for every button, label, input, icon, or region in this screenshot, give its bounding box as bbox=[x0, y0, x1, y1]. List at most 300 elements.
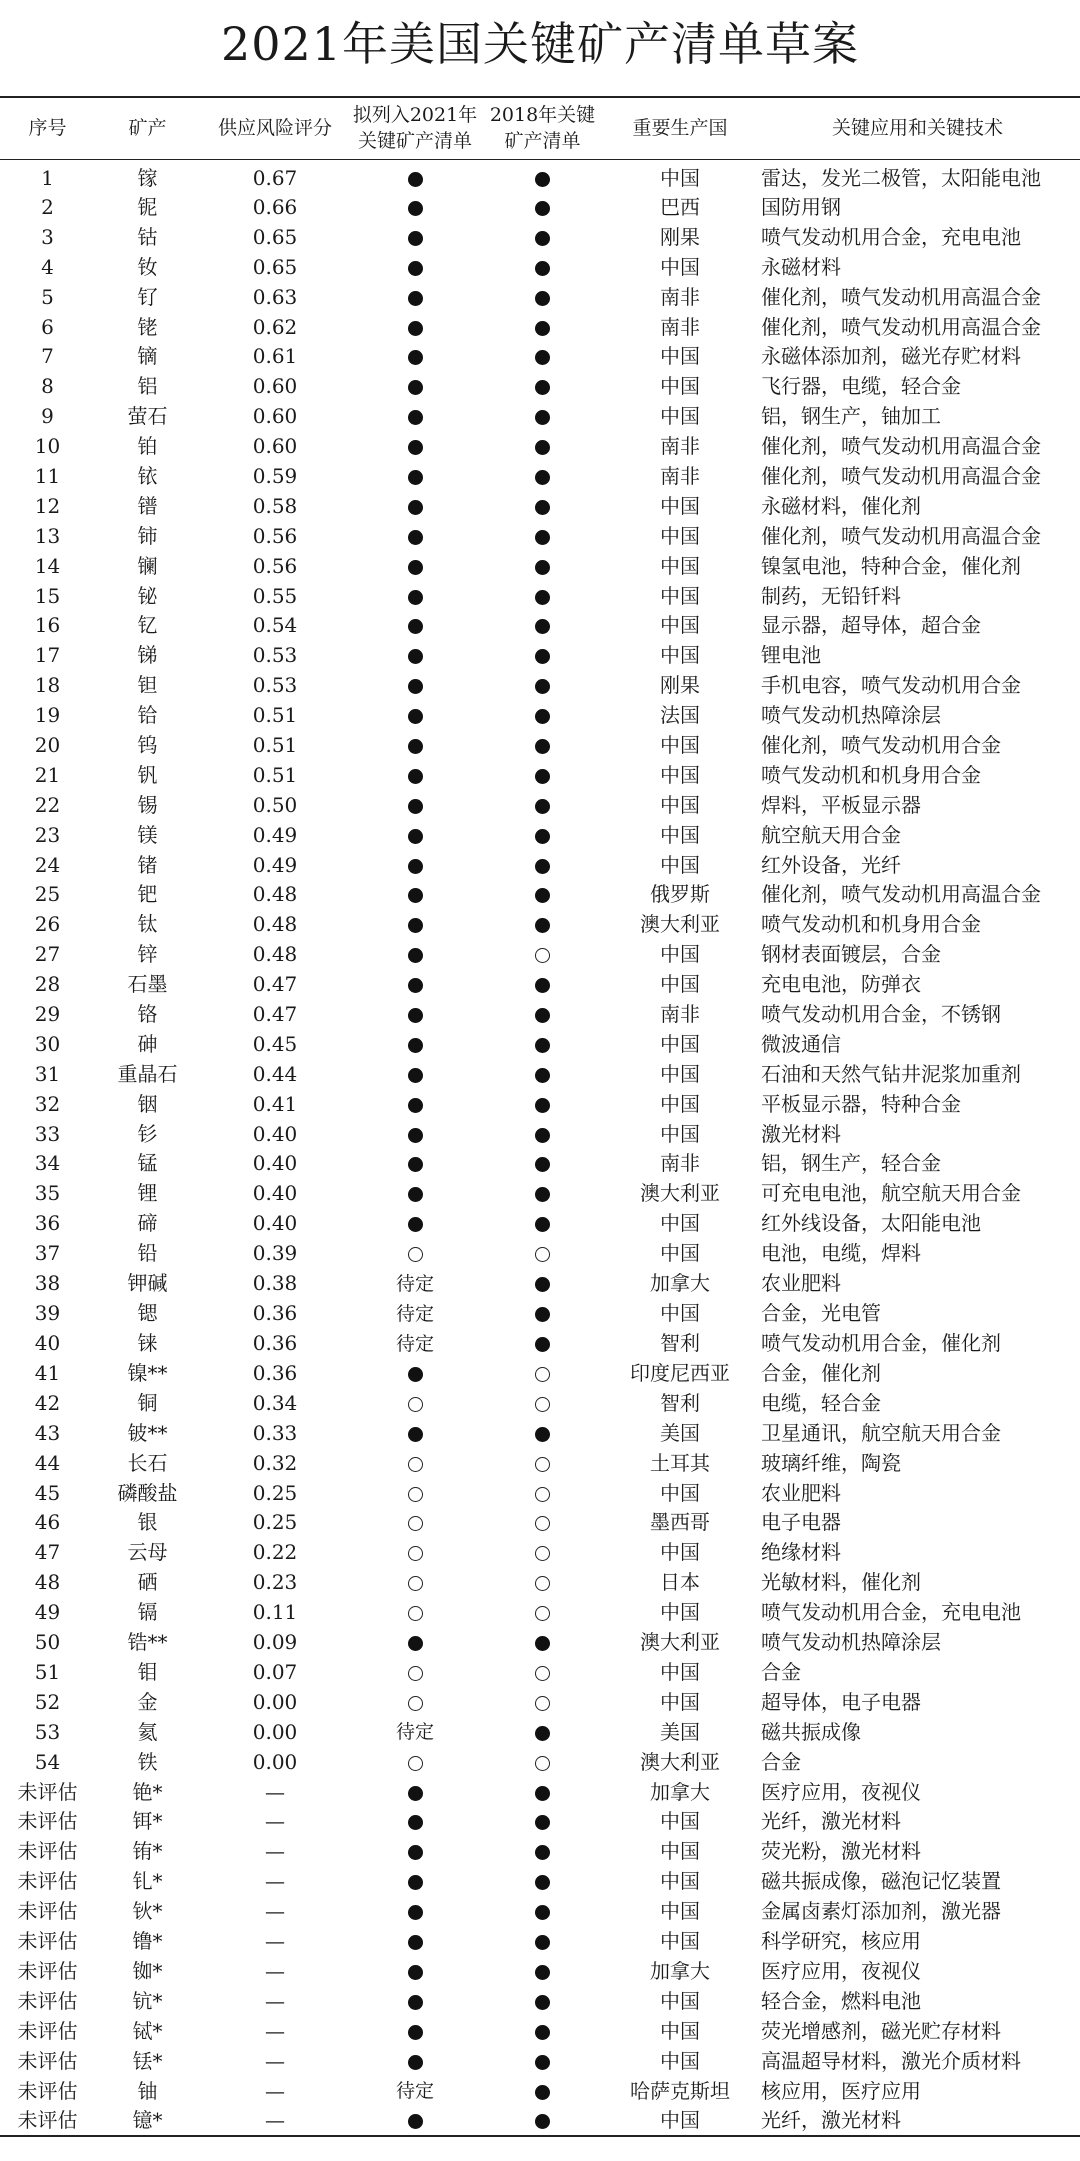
cell-list-2021 bbox=[350, 551, 480, 581]
cell-risk-score: — bbox=[265, 1809, 285, 1834]
cell-producer: 中国 bbox=[660, 523, 700, 548]
cell-application: 催化剂，喷气发动机用高温合金 bbox=[761, 882, 1041, 907]
cell-list-2021 bbox=[350, 1747, 480, 1777]
cell-risk-score: — bbox=[265, 1988, 285, 2013]
hollow-circle-icon bbox=[535, 1666, 550, 1681]
filled-circle-icon bbox=[535, 172, 550, 187]
cell-list-2018 bbox=[480, 1329, 605, 1359]
table-header-row bbox=[0, 97, 1080, 159]
cell-list-2018 bbox=[480, 312, 605, 342]
cell-producer: 南非 bbox=[660, 284, 700, 309]
filled-circle-icon bbox=[408, 739, 423, 754]
table-row bbox=[0, 850, 1080, 880]
cell-application: 超导体，电子电器 bbox=[761, 1689, 921, 1714]
filled-circle-icon bbox=[535, 1098, 550, 1113]
cell-mineral: 钛 bbox=[137, 912, 158, 937]
cell-list-2018 bbox=[480, 1269, 605, 1299]
cell-index: 21 bbox=[34, 762, 61, 787]
cell-index: 16 bbox=[34, 613, 61, 638]
cell-list-2018 bbox=[480, 1986, 605, 2016]
cell-list-2021 bbox=[350, 611, 480, 641]
cell-index: 未评估 bbox=[17, 2018, 78, 2043]
cell-mineral: 镝 bbox=[137, 344, 158, 369]
cell-list-2021 bbox=[350, 521, 480, 551]
cell-application: 喷气发动机用合金，充电电池 bbox=[761, 224, 1021, 249]
filled-circle-icon bbox=[408, 1187, 423, 1202]
cell-index: 未评估 bbox=[17, 1988, 78, 2013]
cell-list-2018 bbox=[480, 1029, 605, 1059]
cell-producer: 中国 bbox=[660, 344, 700, 369]
table-row bbox=[0, 1418, 1080, 1448]
cell-list-2018 bbox=[480, 1119, 605, 1149]
cell-list-2021 bbox=[350, 1329, 480, 1359]
filled-circle-icon bbox=[408, 261, 423, 276]
cell-risk-score: 0.66 bbox=[252, 194, 298, 219]
cell-producer: 美国 bbox=[660, 1719, 700, 1744]
cell-mineral: 铬 bbox=[137, 1001, 158, 1026]
cell-risk-score: 0.58 bbox=[252, 493, 298, 518]
table-row bbox=[0, 521, 1080, 551]
cell-index: 9 bbox=[41, 404, 54, 429]
filled-circle-icon bbox=[408, 679, 423, 694]
cell-list-2021 bbox=[350, 1956, 480, 1986]
cell-risk-score: 0.51 bbox=[252, 732, 298, 757]
cell-producer: 澳大利亚 bbox=[640, 912, 720, 937]
cell-producer: 中国 bbox=[660, 1988, 700, 2013]
cell-producer: 俄罗斯 bbox=[650, 882, 710, 907]
filled-circle-icon bbox=[408, 1965, 423, 1980]
cell-index: 46 bbox=[34, 1510, 61, 1535]
cell-risk-score: 0.00 bbox=[252, 1689, 298, 1714]
cell-mineral: 锰 bbox=[137, 1151, 158, 1176]
filled-circle-icon bbox=[408, 2025, 423, 2040]
cell-risk-score: 0.00 bbox=[252, 1749, 298, 1774]
pending-label: 待定 bbox=[395, 1302, 434, 1325]
pending-label: 待定 bbox=[395, 2080, 434, 2103]
cell-mineral: 镓 bbox=[137, 165, 158, 190]
cell-mineral: 钼 bbox=[137, 1659, 158, 1684]
cell-risk-score: 0.40 bbox=[252, 1121, 298, 1146]
cell-application: 手机电容，喷气发动机用合金 bbox=[761, 673, 1021, 698]
filled-circle-icon bbox=[535, 380, 550, 395]
cell-mineral: 长石 bbox=[127, 1450, 168, 1475]
table-row bbox=[0, 1179, 1080, 1209]
cell-mineral: 铒* bbox=[132, 1809, 163, 1834]
filled-circle-icon bbox=[535, 799, 550, 814]
table-row bbox=[0, 1807, 1080, 1837]
cell-producer: 澳大利亚 bbox=[640, 1749, 720, 1774]
table-row bbox=[0, 193, 1080, 223]
cell-application: 磁共振成像 bbox=[761, 1719, 861, 1744]
cell-producer: 哈萨克斯坦 bbox=[630, 2078, 730, 2103]
filled-circle-icon bbox=[535, 2114, 550, 2129]
cell-producer: 日本 bbox=[660, 1570, 700, 1595]
cell-producer: 中国 bbox=[660, 1600, 700, 1625]
cell-risk-score: 0.39 bbox=[252, 1241, 298, 1266]
table-row bbox=[0, 1837, 1080, 1867]
header-list-2018-line2: 矿产清单 bbox=[504, 130, 581, 153]
cell-index: 31 bbox=[34, 1061, 61, 1086]
filled-circle-icon bbox=[535, 978, 550, 993]
cell-index: 45 bbox=[34, 1480, 61, 1505]
filled-circle-icon bbox=[408, 321, 423, 336]
cell-list-2021 bbox=[350, 1000, 480, 1030]
table-row bbox=[0, 1000, 1080, 1030]
filled-circle-icon bbox=[535, 679, 550, 694]
cell-application: 光纤，激光材料 bbox=[761, 2108, 901, 2133]
cell-mineral: 铕* bbox=[132, 1839, 163, 1864]
cell-list-2021 bbox=[350, 910, 480, 940]
cell-list-2021 bbox=[350, 2016, 480, 2046]
filled-circle-icon bbox=[408, 799, 423, 814]
cell-list-2018 bbox=[480, 252, 605, 282]
cell-list-2018 bbox=[480, 1777, 605, 1807]
filled-circle-icon bbox=[408, 1068, 423, 1083]
cell-application: 金属卤素灯添加剂，激光器 bbox=[761, 1899, 1001, 1924]
filled-circle-icon bbox=[535, 769, 550, 784]
hollow-circle-icon bbox=[535, 1457, 550, 1472]
filled-circle-icon bbox=[535, 649, 550, 664]
cell-index: 7 bbox=[41, 344, 54, 369]
cell-index: 未评估 bbox=[17, 1839, 78, 1864]
cell-application: 微波通信 bbox=[761, 1031, 841, 1056]
filled-circle-icon bbox=[535, 321, 550, 336]
cell-mineral: 铅 bbox=[137, 1241, 158, 1266]
cell-list-2018 bbox=[480, 790, 605, 820]
filled-circle-icon bbox=[408, 1098, 423, 1113]
cell-application: 科学研究，核应用 bbox=[761, 1929, 921, 1954]
cell-list-2018 bbox=[480, 1000, 605, 1030]
filled-circle-icon bbox=[535, 1277, 550, 1292]
cell-application: 催化剂，喷气发动机用高温合金 bbox=[761, 523, 1041, 548]
cell-list-2021 bbox=[350, 1418, 480, 1448]
cell-list-2018 bbox=[480, 701, 605, 731]
cell-list-2021 bbox=[350, 342, 480, 372]
cell-risk-score: — bbox=[265, 1899, 285, 1924]
cell-producer: 南非 bbox=[660, 1001, 700, 1026]
table-row bbox=[0, 252, 1080, 282]
cell-risk-score: 0.65 bbox=[252, 254, 298, 279]
cell-list-2018 bbox=[480, 1717, 605, 1747]
cell-list-2018 bbox=[480, 1927, 605, 1957]
cell-application: 医疗应用，夜视仪 bbox=[761, 1779, 921, 1804]
filled-circle-icon bbox=[535, 918, 550, 933]
cell-application: 电缆，轻合金 bbox=[761, 1390, 881, 1415]
cell-producer: 中国 bbox=[660, 1061, 700, 1086]
table-row bbox=[0, 880, 1080, 910]
cell-list-2018 bbox=[480, 2106, 605, 2136]
cell-list-2018 bbox=[480, 1359, 605, 1389]
pending-label: 待定 bbox=[395, 1721, 434, 1744]
cell-risk-score: 0.60 bbox=[252, 374, 298, 399]
cell-producer: 印度尼西亚 bbox=[630, 1361, 730, 1385]
cell-producer: 中国 bbox=[660, 2048, 700, 2073]
filled-circle-icon bbox=[535, 470, 550, 485]
filled-circle-icon bbox=[535, 201, 550, 216]
hollow-circle-icon bbox=[535, 1756, 550, 1771]
cell-mineral: 铥* bbox=[132, 2048, 163, 2073]
cell-risk-score: 0.49 bbox=[252, 822, 298, 847]
cell-list-2021 bbox=[350, 1687, 480, 1717]
filled-circle-icon bbox=[535, 440, 550, 455]
cell-mineral: 钇 bbox=[137, 613, 158, 638]
cell-producer: 中国 bbox=[660, 613, 700, 638]
filled-circle-icon bbox=[408, 1128, 423, 1143]
cell-producer: 澳大利亚 bbox=[640, 1181, 720, 1206]
cell-list-2021 bbox=[350, 1239, 480, 1269]
table-row bbox=[0, 820, 1080, 850]
table-row bbox=[0, 1269, 1080, 1299]
cell-list-2021 bbox=[350, 1448, 480, 1478]
cell-list-2018 bbox=[480, 372, 605, 402]
table-row bbox=[0, 1299, 1080, 1329]
hollow-circle-icon bbox=[535, 1367, 550, 1382]
hollow-circle-icon bbox=[535, 1576, 550, 1591]
filled-circle-icon bbox=[535, 2085, 550, 2100]
cell-list-2018 bbox=[480, 1089, 605, 1119]
cell-application: 喷气发动机和机身用合金 bbox=[761, 762, 981, 787]
header-list-2021-line2: 关键矿产清单 bbox=[357, 130, 472, 153]
cell-application: 核应用，医疗应用 bbox=[761, 2078, 921, 2103]
cell-list-2021 bbox=[350, 1927, 480, 1957]
table-row bbox=[0, 1089, 1080, 1119]
cell-risk-score: 0.60 bbox=[252, 434, 298, 459]
cell-mineral: 铋 bbox=[137, 583, 158, 608]
table-row bbox=[0, 1209, 1080, 1239]
table-row bbox=[0, 1598, 1080, 1628]
filled-circle-icon bbox=[535, 500, 550, 515]
cell-risk-score: 0.40 bbox=[252, 1211, 298, 1236]
cell-risk-score: 0.40 bbox=[252, 1181, 298, 1206]
cell-application: 磁共振成像，磁泡记忆装置 bbox=[761, 1869, 1001, 1894]
filled-circle-icon bbox=[408, 291, 423, 306]
cell-index: 26 bbox=[34, 912, 61, 937]
table-row bbox=[0, 312, 1080, 342]
cell-risk-score: 0.51 bbox=[252, 703, 298, 728]
cell-producer: 南非 bbox=[660, 434, 700, 459]
filled-circle-icon bbox=[408, 201, 423, 216]
critical-minerals-table bbox=[0, 96, 1080, 2137]
cell-application: 催化剂，喷气发动机用高温合金 bbox=[761, 434, 1041, 459]
cell-index: 6 bbox=[41, 314, 54, 339]
filled-circle-icon bbox=[408, 978, 423, 993]
cell-list-2018 bbox=[480, 1747, 605, 1777]
cell-risk-score: 0.23 bbox=[252, 1570, 298, 1595]
cell-mineral: 铜 bbox=[137, 1390, 158, 1415]
cell-index: 14 bbox=[34, 553, 61, 578]
cell-producer: 法国 bbox=[660, 703, 700, 728]
table-row bbox=[0, 282, 1080, 312]
filled-circle-icon bbox=[408, 231, 423, 246]
cell-list-2021 bbox=[350, 1837, 480, 1867]
cell-application: 航空航天用合金 bbox=[761, 822, 901, 847]
cell-producer: 中国 bbox=[660, 493, 700, 518]
hollow-circle-icon bbox=[535, 1397, 550, 1412]
cell-mineral: 锗 bbox=[137, 852, 158, 877]
cell-index: 未评估 bbox=[17, 2108, 78, 2133]
table-row bbox=[0, 970, 1080, 1000]
cell-list-2018 bbox=[480, 1179, 605, 1209]
cell-risk-score: 0.56 bbox=[252, 553, 298, 578]
table-row bbox=[0, 1478, 1080, 1508]
cell-mineral: 钾碱 bbox=[127, 1271, 168, 1296]
cell-mineral: 铍** bbox=[127, 1420, 168, 1445]
cell-list-2021 bbox=[350, 372, 480, 402]
cell-mineral: 铑 bbox=[137, 314, 158, 339]
cell-producer: 中国 bbox=[660, 643, 700, 668]
hollow-circle-icon bbox=[535, 948, 550, 963]
cell-risk-score: 0.34 bbox=[252, 1390, 298, 1415]
hollow-circle-icon bbox=[535, 1696, 550, 1711]
cell-list-2018 bbox=[480, 1568, 605, 1598]
cell-producer: 南非 bbox=[660, 463, 700, 488]
filled-circle-icon bbox=[408, 888, 423, 903]
filled-circle-icon bbox=[535, 1187, 550, 1202]
cell-index: 未评估 bbox=[17, 2048, 78, 2073]
cell-index: 51 bbox=[34, 1659, 61, 1684]
filled-circle-icon bbox=[408, 948, 423, 963]
filled-circle-icon bbox=[408, 2114, 423, 2129]
cell-index: 4 bbox=[41, 254, 54, 279]
header-list-2021 bbox=[350, 97, 480, 159]
cell-producer: 中国 bbox=[660, 972, 700, 997]
cell-mineral: 锌 bbox=[137, 942, 158, 967]
header-list-2018 bbox=[480, 97, 605, 159]
cell-mineral: 云母 bbox=[127, 1540, 168, 1565]
table-row bbox=[0, 701, 1080, 731]
cell-risk-score: 0.36 bbox=[252, 1331, 298, 1356]
table-row bbox=[0, 222, 1080, 252]
cell-list-2021 bbox=[350, 402, 480, 432]
cell-producer: 中国 bbox=[660, 1809, 700, 1834]
hollow-circle-icon bbox=[535, 1546, 550, 1561]
cell-list-2018 bbox=[480, 1508, 605, 1538]
cell-list-2021 bbox=[350, 760, 480, 790]
cell-application: 激光材料 bbox=[761, 1121, 841, 1146]
cell-application: 国防用钢 bbox=[761, 194, 841, 219]
filled-circle-icon bbox=[408, 709, 423, 724]
cell-index: 13 bbox=[34, 523, 61, 548]
cell-list-2021 bbox=[350, 1299, 480, 1329]
cell-risk-score: — bbox=[265, 1839, 285, 1864]
table-row bbox=[0, 1717, 1080, 1747]
cell-risk-score: 0.07 bbox=[252, 1659, 298, 1684]
cell-list-2018 bbox=[480, 671, 605, 701]
cell-list-2018 bbox=[480, 1418, 605, 1448]
filled-circle-icon bbox=[408, 1217, 423, 1232]
cell-list-2021 bbox=[350, 641, 480, 671]
table-row bbox=[0, 760, 1080, 790]
cell-list-2021 bbox=[350, 820, 480, 850]
cell-index: 3 bbox=[41, 224, 54, 249]
cell-application: 飞行器，电缆，轻合金 bbox=[761, 374, 961, 399]
cell-producer: 中国 bbox=[660, 732, 700, 757]
cell-list-2018 bbox=[480, 2016, 605, 2046]
cell-index: 48 bbox=[34, 1570, 61, 1595]
cell-application: 催化剂，喷气发动机用高温合金 bbox=[761, 284, 1041, 309]
cell-application: 石油和天然气钻井泥浆加重剂 bbox=[761, 1061, 1021, 1086]
cell-list-2018 bbox=[480, 2076, 605, 2106]
cell-index: 53 bbox=[34, 1719, 61, 1744]
cell-index: 42 bbox=[34, 1390, 61, 1415]
hollow-circle-icon bbox=[408, 1696, 423, 1711]
cell-list-2018 bbox=[480, 1657, 605, 1687]
filled-circle-icon bbox=[535, 1307, 550, 1322]
cell-producer: 中国 bbox=[660, 1211, 700, 1236]
cell-list-2021 bbox=[350, 1598, 480, 1628]
cell-list-2018 bbox=[480, 1209, 605, 1239]
cell-list-2021 bbox=[350, 790, 480, 820]
cell-risk-score: 0.53 bbox=[252, 673, 298, 698]
cell-application: 高温超导材料，激光介质材料 bbox=[761, 2048, 1021, 2073]
cell-risk-score: 0.32 bbox=[252, 1450, 298, 1475]
cell-list-2018 bbox=[480, 1897, 605, 1927]
cell-mineral: 碲 bbox=[137, 1211, 158, 1236]
filled-circle-icon bbox=[535, 1905, 550, 1920]
cell-index: 23 bbox=[34, 822, 61, 847]
cell-risk-score: 0.67 bbox=[252, 165, 298, 190]
cell-application: 雷达，发光二极管，太阳能电池 bbox=[761, 165, 1041, 190]
cell-index: 未评估 bbox=[17, 1869, 78, 1894]
cell-index: 38 bbox=[34, 1271, 61, 1296]
cell-application: 铝，钢生产，轻合金 bbox=[761, 1151, 941, 1176]
cell-application: 电池，电缆，焊料 bbox=[761, 1241, 921, 1266]
cell-producer: 中国 bbox=[660, 2108, 700, 2133]
cell-mineral: 镱* bbox=[132, 2108, 163, 2133]
cell-index: 41 bbox=[34, 1361, 61, 1385]
cell-risk-score: 0.00 bbox=[252, 1719, 298, 1744]
header-application: 关键应用和关键技术 bbox=[831, 117, 1003, 140]
table-row bbox=[0, 2016, 1080, 2046]
cell-list-2018 bbox=[480, 1598, 605, 1628]
cell-list-2018 bbox=[480, 1299, 605, 1329]
cell-application: 镍氢电池，特种合金，催化剂 bbox=[761, 553, 1021, 578]
cell-index: 32 bbox=[34, 1091, 61, 1116]
hollow-circle-icon bbox=[408, 1457, 423, 1472]
cell-list-2021 bbox=[350, 282, 480, 312]
filled-circle-icon bbox=[535, 2055, 550, 2070]
table-row bbox=[0, 1867, 1080, 1897]
cell-list-2018 bbox=[480, 641, 605, 671]
filled-circle-icon bbox=[408, 1935, 423, 1950]
cell-index: 18 bbox=[34, 673, 61, 698]
cell-list-2018 bbox=[480, 1059, 605, 1089]
cell-application: 喷气发动机热障涂层 bbox=[761, 1630, 941, 1655]
cell-application: 永磁材料，催化剂 bbox=[761, 493, 921, 518]
cell-mineral: 镥* bbox=[132, 1929, 163, 1954]
cell-application: 永磁体添加剂，磁光存贮材料 bbox=[761, 344, 1021, 369]
filled-circle-icon bbox=[408, 1845, 423, 1860]
cell-application: 绝缘材料 bbox=[761, 1540, 841, 1565]
cell-mineral: 金 bbox=[137, 1689, 158, 1714]
cell-risk-score: 0.53 bbox=[252, 643, 298, 668]
cell-list-2021 bbox=[350, 850, 480, 880]
hollow-circle-icon bbox=[408, 1756, 423, 1771]
filled-circle-icon bbox=[535, 1875, 550, 1890]
filled-circle-icon bbox=[535, 231, 550, 246]
cell-mineral: 镨 bbox=[137, 493, 158, 518]
cell-risk-score: 0.11 bbox=[252, 1600, 298, 1625]
filled-circle-icon bbox=[535, 1337, 550, 1352]
cell-mineral: 铽* bbox=[132, 2018, 163, 2043]
cell-risk-score: 0.44 bbox=[252, 1061, 298, 1086]
document-title: 2021年美国关键矿产清单草案 bbox=[220, 17, 860, 71]
table-row bbox=[0, 1329, 1080, 1359]
cell-mineral: 钴 bbox=[137, 224, 158, 249]
cell-list-2021 bbox=[350, 1777, 480, 1807]
filled-circle-icon bbox=[535, 739, 550, 754]
pending-label: 待定 bbox=[395, 1332, 434, 1355]
